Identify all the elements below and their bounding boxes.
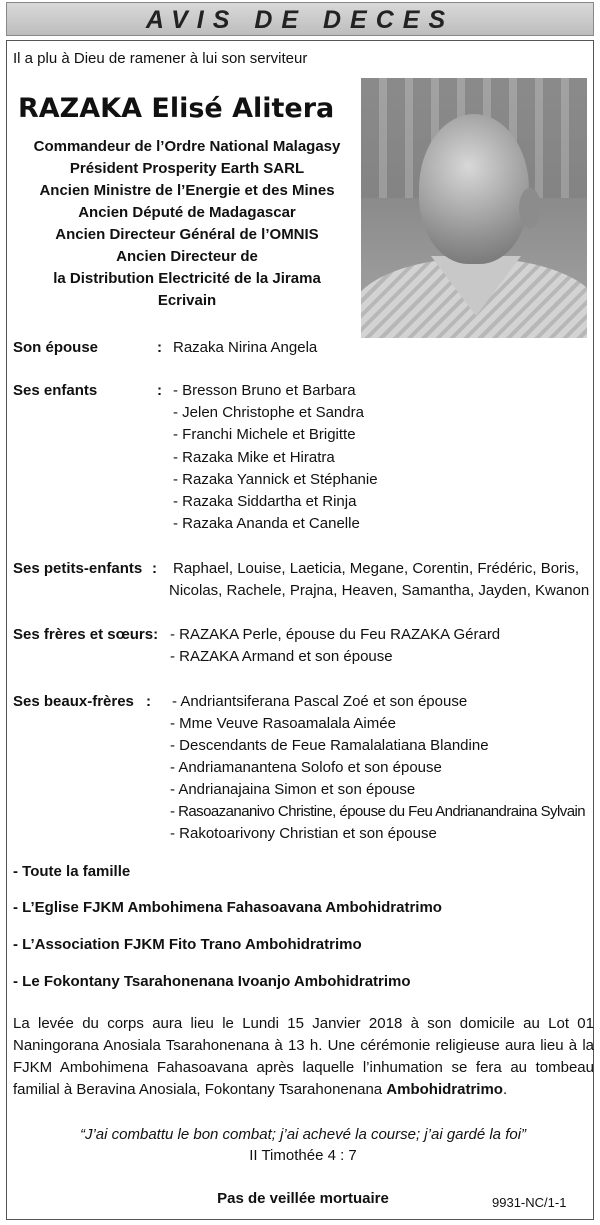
intro-text: Il a plu à Dieu de ramener à lui son serviteur — [13, 50, 308, 67]
sibling-item: - RAZAKA Perle, épouse du Feu RAZAKA Gérard — [170, 626, 501, 643]
title-line: Ancien Député de Madagascar — [78, 204, 296, 221]
inlaw-item: - Rakotoarivony Christian et son épouse — [170, 825, 437, 842]
title-line: Ancien Directeur de — [116, 248, 258, 265]
ad-code: 9931-NC/1-1 — [492, 1195, 567, 1210]
child-item: - Razaka Yannick et Stéphanie — [173, 471, 378, 488]
spouse-value: Razaka Nirina Angela — [173, 339, 318, 356]
ceremony-end: . — [502, 1081, 508, 1098]
ceremony-paragraph — [13, 1013, 594, 1101]
no-vigil-notice: Pas de veillée mortuaire — [217, 1190, 389, 1207]
photo-head — [419, 114, 529, 264]
spouse-colon: : — [157, 339, 162, 356]
spouse-label: Son épouse — [13, 339, 99, 356]
inlaws-label: Ses beaux-frères — [13, 693, 134, 710]
bible-quote: “J’ai combattu le bon combat; j’ai achevé la course; j’ai gardé la foi” — [79, 1126, 527, 1143]
sibling-item: - RAZAKA Armand et son épouse — [170, 648, 393, 665]
grandchildren-line: Nicolas, Rachele, Prajna, Heaven, Samantha, Jayden, Kwanon — [169, 582, 590, 599]
grandchildren-line: Raphael, Louise, Laeticia, Megane, Corentin, Frédéric, Boris, — [173, 560, 580, 577]
grandchildren-label: Ses petits-enfants — [13, 560, 143, 577]
grandchildren-colon: : — [152, 560, 157, 577]
title-line: la Distribution Electricité de la Jirama — [53, 270, 321, 287]
family-line: - Le Fokontany Tsarahonenana Ivoanjo Ambohidratrimo — [13, 973, 411, 990]
inlaw-item: - Rasoazananivo Christine, épouse du Feu Andrianandraina Sylvain — [170, 803, 586, 820]
child-item: - Bresson Bruno et Barbara — [173, 382, 356, 399]
title-line: Ancien Ministre de l’Energie et des Mines — [39, 182, 335, 199]
family-line: - Toute la famille — [13, 863, 131, 880]
family-line: - L’Eglise FJKM Ambohimena Fahasoavana Ambohidratrimo — [13, 899, 442, 916]
inlaw-item: - Andriantsiferana Pascal Zoé et son épouse — [172, 693, 468, 710]
titles-block — [10, 136, 364, 312]
child-item: - Razaka Siddartha et Rinja — [173, 493, 357, 510]
child-item: - Razaka Ananda et Canelle — [173, 515, 360, 532]
notice-header: AVIS DE DECES — [6, 2, 594, 36]
title-line: Ancien Directeur Général de l’OMNIS — [55, 226, 319, 243]
portrait-photo — [361, 78, 587, 338]
inlaw-item: - Andriamanantena Solofo et son épouse — [170, 759, 442, 776]
title-line: Commandeur de l’Ordre National Malagasy — [33, 138, 341, 155]
inlaw-item: - Mme Veuve Rasoamalala Aimée — [170, 715, 396, 732]
children-label: Ses enfants — [13, 382, 98, 399]
title-line: Président Prosperity Earth SARL — [69, 160, 305, 177]
inlaws-colon: : — [146, 693, 151, 710]
ceremony-text: La levée du corps aura lieu le Lundi 15 Janvier 2018 à son domicile au Lot 01 Naningorana Anosiala Tsarahonenana à 13 h. Une cérémonie religieuse aura lieu à la FJKM Ambohimena Fahasoavana après laquelle l’inhumation se fera au tombeau familial à Beravina Anosiala, Fokontany Tsarahonenana — [13, 1015, 594, 1098]
children-colon: : — [157, 382, 162, 399]
siblings-label: Ses frères et sœurs: — [13, 626, 159, 643]
child-item: - Razaka Mike et Hiratra — [173, 449, 335, 466]
title-line: Ecrivain — [157, 292, 217, 309]
deceased-name: RAZAKA Elisé Alitera — [18, 93, 335, 124]
inlaw-item: - Descendants de Feue Ramalalatiana Blandine — [170, 737, 489, 754]
child-item: - Jelen Christophe et Sandra — [173, 404, 364, 421]
bible-reference: II Timothée 4 : 7 — [249, 1147, 357, 1164]
ceremony-place: Ambohidratrimo — [386, 1081, 503, 1098]
family-line: - L’Association FJKM Fito Trano Ambohidratrimo — [13, 936, 362, 953]
inlaw-item: - Andrianajaina Simon et son épouse — [170, 781, 416, 798]
child-item: - Franchi Michele et Brigitte — [173, 426, 356, 443]
photo-ear — [519, 188, 541, 228]
